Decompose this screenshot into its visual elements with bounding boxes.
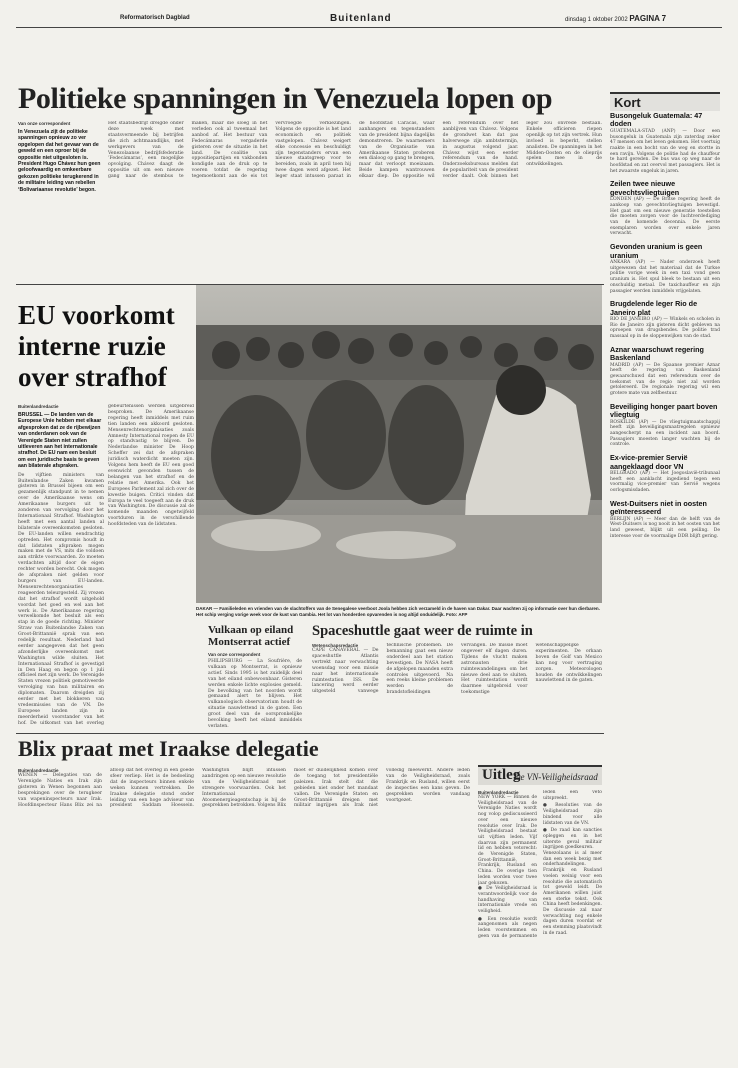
headline-vulkaan: Vulkaan op eiland Montserrat actief: [208, 624, 294, 648]
headline-blix: Blix praat met Iraakse delegatie: [18, 736, 319, 761]
kort-item: [610, 346, 720, 397]
page-info: dinsdag 1 oktober 2002 PAGINA 7: [565, 14, 667, 23]
eu-column-2: gebeurtenissen werden uitgebreid besproken. De Amerikaanse regering heeft inmiddels met ruim tien landen een akkoord gesloten. Mensenrechtenorganisaties zoals Amnesty International roepen de EU op standvastig te blijven. De Nederlandse minister De Hoop Scheffer zei dat de afspraken juridisch waterdicht moeten zijn. Volgens hem heeft de EU een goed evenwicht gevonden tussen de belangen van het strafhof en de relatie met Amerika. Ook het Europees Parlement zal zich over de kwestie buigen. Critici vinden dat Europa te veel toegeeft aan de druk van Washington. De discussie zal de komende maanden ongetwijfeld voortduren in de verschillende hoofdsteden van de lidstaten.: [108, 404, 194, 528]
space-body: CAPE CANAVERAL — De spaceshuttle Atlantis vertrekt naar verwachting woensdag voor een missie naar het internationale ruimtestation ISS. De lancering werd eerder uitgesteld vanwege technische problemen. De bemanning gaat een nieuw onderdeel aan het station bevestigen. De NASA heeft de afgelopen maanden extra controles uitgevoerd. Na een reeks kleine problemen werden de brandstofleidingen vervangen. De missie moet ongeveer elf dagen duren. Tijdens de vlucht maken astronauten drie ruimtewandelingen om het nieuwe deel aan te sluiten. Het ruimtestation wordt daarmee uitgebreid voor toekomstige wetenschappelijke experimenten. De orkaan boven de Golf van Mexico kan nog voor vertraging zorgen. Meteorologen houden de ontwikkelingen nauwlettend in de gaten.: [312, 643, 602, 696]
paper-name: Reformatorisch Dagblad: [120, 15, 190, 21]
kort-item: [610, 403, 720, 448]
blix-article: [18, 768, 470, 1056]
kort-item-headline: Zeilen twee nieuwe gevechtsvliegtuigen: [610, 179, 680, 197]
kort-item-body: LONDEN (AP) — De Britse regering heeft de aankoop van gevechtsvliegtuigen bevestigd. Het gaat om een nieuwe generatie toestellen die moeten zorgen voor de luchtverdediging van de komende decennia. De eerste exemplaren worden over enkele jaren verwacht.: [610, 197, 720, 237]
header-rule: [16, 27, 722, 28]
venezuela-lead-column: [18, 121, 104, 281]
kort-item-headline: Aznar waarschuwt regering Baskenland: [610, 344, 704, 363]
byline: Buitenlandredactie: [18, 768, 59, 773]
headline-eu: EU voorkomt interne ruzie over strafhof: [18, 300, 175, 392]
uitleg-bullet: ● Een resolutie wordt aangenomen als negen leden voorstemmen en geen van de permanente leden een veto uitspreekt.: [478, 790, 602, 939]
kort-item-headline: Ex-vice-premier Servië aangeklaagd door VN: [610, 453, 688, 471]
section-title: Buitenland: [330, 13, 392, 24]
kort-item: [610, 454, 720, 494]
lead-paragraph: In Venezuela zijt de politieke spanningen opnieuw zo ver opgelopen dat het gevaar van de geweld en een oproer bij de oppositie niet uitgesloten is. President Hugo Chávez hun geen geloofwaardig en omkeerbare gekozen politieke terugkerend in de militaire leiding van rebellen ‘Bolivariaanse revolutie’ begon.: [18, 129, 101, 193]
kort-item-body: MADRID (AP) — De Spaanse premier Aznar heeft de regering van Baskenland gewaarschuwd dat een referendum over de toekomst van de regio niet zal worden getolereerd. De regionale regering wil een grotere mate van zelfbestuur.: [610, 362, 720, 397]
kort-item-body: BELGRADO (AP) — Het Joegoslavië-tribunaal heeft een aanklacht ingediend tegen een voormalig vice-premier van Servië wegens oorlogsmisdaden.: [610, 471, 720, 494]
byline: Buitenlandredactie: [18, 404, 59, 409]
kort-item-headline: Gevonden uranium is geen uranium: [610, 242, 703, 260]
uitleg-bullet: ● De Veiligheidsraad is verantwoordelijk voor de handhaving van internationale vrede en veiligheid.: [478, 886, 537, 915]
kort-item: [610, 300, 720, 340]
kort-item-headline: Busongeluk Guatemala: 47 doden: [610, 112, 703, 129]
lead-paragraph: BRUSSEL — De landen van de Europese Unie hebben met elkaar afgesproken dat ze de rijbewijzen van onderdanen ook van de Verenigde Staten niet zullen uitleveren aan het internationale strafhof. De EU nam een besluit om een juridische basis te geven aan bilaterale afspraken.: [18, 412, 102, 470]
byline: Van onze correspondent: [18, 121, 71, 126]
kort-list: [610, 112, 720, 1052]
headline-venezuela: Politieke spanningen in Venezuela lopen op: [18, 82, 553, 115]
venezuela-body: Het staatsbedrijf dreigde onder deze week met staatsvermeende bij betrijfen die zich achtmaandlijks, met werkgevers van de Venezolaanse bedrijfsfederatie ‘Fedecámaras’, een mogelijke opvolging. Chávez daagt de oppositie uit om een nieuwe gang naar de stembus te maken, maar die sloeg in het verleden ook al tweemaal het aanbod af. Het bestuur van Fedecámaras vergaderde gisteren over de situatie in het land. De coalitie van oppositiepartijen en vakbonden kondigde aan de druk op te voeren totdat de regering tegemoetkomt aan de eis tot vervroegde verkiezingen. Volgens de oppositie is het land economisch en politiek vastgelopen. Chávez weigert elke concessie en beschuldigt zijn tegenstanders ervan een nieuwe staatsgreep voor te bereiden, zoals in april toen hij twee dagen werd afgezet. Het leger staat intussen paraat in de hoofdstad Caracas, waar aanhangers en tegenstanders van de president bijna dagelijks demonstreren. De waarnemers van de Organisatie van Amerikaanse Staten proberen een dialoog op gang te brengen, maar dat verloopt moeizaam. Beide kampen wantrouwen elkaar diep. De oppositie wil een referendum over het aanblijven van Chávez. Volgens de grondwet kan dat pas halverwege zijn ambtstermijn, in augustus volgend jaar. Chávez wijst een eerder referendum van de hand. Onderzoeksbureaus melden dat de populariteit van de president verder daalt. Ook binnen het leger zou onvrede bestaan. Enkele officieren riepen openlijk op tot zijn vertrek. Hun invloed is beperkt, stellen analisten. De spanningen in het Midden-Oosten en de olieprijs spelen mee in de ontwikkelingen.: [108, 121, 602, 180]
byline: Van onze correspondent: [208, 652, 261, 657]
uitleg-article: [478, 790, 602, 1056]
uitleg-header: Uitleg De VN-Veiligheidsraad: [478, 765, 602, 785]
kort-item-headline: Brugdelende leger Rio de Janeiro plat: [610, 299, 698, 317]
kort-item: [610, 112, 720, 174]
uitleg-body-2: Venezolaans is al meer dan een week bezig met onderhandelingen. Frankrijk en Rusland voelen weinig voor een resolutie die automatisch tot geweld leidt. De Amerikanen willen juist een sterke tekst. Ook China heeft bedenkingen. De discussie zal naar verwachting nog enkele dagen duren voordat er een stemming plaatsvindt in de raad.: [543, 851, 602, 936]
byline: Wetenschapsredactie: [312, 643, 359, 648]
kort-item-body: ANKARA (AP) — Nader onderzoek heeft uitgewezen dat het materiaal dat de Turkse politie vorige week in een taxi vond geen uranium is. Het spul bleek te bestaan uit een onschuldig metaal. De taxichauffeur en zijn passagier werden inmiddels vrijgelaten.: [610, 259, 720, 294]
photo-caption: DAKAR — Familieleden en vrienden van de slachtoffers van de Senegalese veerboot Joola hebben zich verzameld in de haven van Dakar. Daar wachten zij op informatie over hun dierbaren. Het schip verging vorige week voor de kust van Gambia. Het lot van honderden opvarenden is nog altijd onduidelijk. Foto: AFP: [196, 606, 600, 617]
byline: Buitenlandredactie: [478, 790, 519, 795]
kort-item-body: GUATEMALA-STAD (ANP) — Door een busongeluk in Guatemala zijn zaterdag zeker 47 mensen om het leven gekomen. Het voertuig raakte in een bocht van de weg en stortte in een ravijn. Volgens de politie had de chauffeur te hard gereden. De bus was op weg naar de hoofdstad en zat overvol met passagiers. Het is het zwaarste ongeluk in jaren.: [610, 128, 720, 174]
kort-item: [610, 500, 720, 540]
blix-body: WENEN — Delegaties van de Verenigde Naties en Irak zijn gisteren in Wenen begonnen aan besprekingen over de terugkeer van wapeninspecteurs naar Irak. Hoofdinspecteur Hans Blix zei na afloop dat het overleg in een goede sfeer verliep. Het is de bedoeling dat de inspecteurs binnen enkele weken kunnen vertrekken. De Iraakse delegatie stond onder leiding van een hoge adviseur van president Saddam Hoessein. Washington blijft intussen aandringen op een nieuwe resolutie van de Veiligheidsraad met strengere voorwaarden. Ook het Internationaal Atoomenergieagentschap is bij de gesprekken betrokken. Volgens Blix moet er duidelijkheid komen over de toegang tot presidentiële paleizen. Irak stelt dat die gebieden niet onder het mandaat vallen. De Verenigde Staten en Groot-Brittannië dreigen met militair ingrijpen als Irak niet volledig meewerkt. Andere leden van de Veiligheidsraad, zoals Frankrijk en Rusland, willen eerst de inspecties een kans geven. De gesprekken worden vandaag voortgezet.: [18, 768, 470, 809]
uitleg-bullet: ● Resoluties van de Veiligheidsraad zijn bindend voor alle lidstaten van de VN.: [543, 803, 602, 826]
kort-item-body: BERLIJN (AP) — Meer dan de helft van de West-Duitsers is nog nooit in het oosten van het land geweest, blijkt uit een peiling. De interesse voor de voormalige DDR blijft gering.: [610, 516, 720, 539]
eu-column-1: [18, 404, 104, 726]
section-rule: [16, 733, 604, 734]
kort-item: [610, 243, 720, 294]
eu-body-1: De vijftien ministers van Buitenlandse Zaken kwamen gisteren in Brussel bijeen om een gezamenlijk standpunt in te nemen over de Amerikaanse wens om Amerikaanse burgers uit te zonderen van vervolging door het Internationaal Strafhof. Washington heeft met een aantal landen al bilaterale overeenkomsten gesloten. De EU-landen willen eendrachtig optreden. Het compromis houdt in dat lidstaten afspraken mogen maken met de VS, mits die voldoen aan strikte voorwaarden. Zo moeten verdachten altijd door de eigen rechter worden berecht. Ook mogen de afspraken niet gelden voor burgers van EU-landen. Mensenrechtenorganisaties reageerden teleurgesteld. Zij vrezen dat het strafhof wordt uitgehold voordat het goed en wel aan het werk is. De Amerikaanse regering verwelkomde het besluit als een stap in de goede richting. Minister Straw van Buitenlandse Zaken van Groot-Brittannië sprak van een redelijk resultaat. Nederland had eerder aangegeven dat het geen afzonderlijke overeenkomst met Washington wilde sluiten. Het Internationaal Strafhof is gevestigd in Den Haag en begon op 1 juli officieel met zijn werk. De Verenigde Staten vrezen politiek gemotiveerde vervolging van hun militairen en diplomaten. Daarom dreigden zij eerder met het blokkeren van vredesmissies van de VN. De Europese landen zijn in meerderheid voorstander van het hof. De uitkomst van het overleg: [18, 472, 104, 726]
kort-item-body: ROSKILDE (AP) — De vliegtuigmaatschappij heeft zijn beveiligingsmaatregelen opnieuw aangescherpt na een incident aan boord. Passagiers moesten langer wachten bij de controle.: [610, 419, 720, 448]
vulkaan-article: [208, 652, 302, 732]
kort-item-headline: Beveiliging honger paart boven vliegtuig: [610, 401, 718, 420]
kort-item: [610, 180, 720, 237]
space-article: [312, 643, 602, 731]
kort-item-body: RIO DE JANEIRO (AP) — Winkels en scholen in Rio de Janeiro zijn gisteren dicht gebleven na oproepen van drugsbendes. De politie trad massaal op in de sloppenwijken van de stad.: [610, 317, 720, 340]
headline-spaceshuttle: Spaceshuttle gaat weer de ruimte in: [312, 623, 533, 639]
kort-item-headline: West-Duitsers niet in oosten geïnteresseerd: [610, 498, 707, 517]
news-photo: [196, 285, 602, 603]
uitleg-bullet: ● De raad kan sancties opleggen en in het uiterste geval militair ingrijpen goedkeuren.: [543, 828, 602, 851]
kort-header: Kort: [610, 92, 720, 111]
vulkaan-body: PHILIPSBURG — La Soufrière, de vulkaan op Montserrat, is opnieuw actief. Sinds 1995 is het zuidelijk deel van het eiland onbewoonbaar. Gisteren werden enkele lichte explosies gemeld. De bevolking van het noorden wordt gemaand alert te blijven. Het vulkanologisch observatorium houdt de situatie nauwlettend in de gaten. Een groot deel van de oorspronkelijke bevolking heeft het eiland inmiddels verlaten.: [208, 659, 302, 729]
uitleg-body: NEW YORK — Binnen de Veiligheidsraad van de Verenigde Naties wordt nog volop gediscussieerd over een nieuwe resolutie over Irak. De Veiligheidsraad bestaat uit vijftien leden. Vijf daarvan zijn permanent lid en hebben vetorecht: de Verenigde Staten, Groot-Brittannië, Frankrijk, Rusland en China. De overige tien leden worden voor twee jaar gekozen.: [478, 795, 537, 886]
